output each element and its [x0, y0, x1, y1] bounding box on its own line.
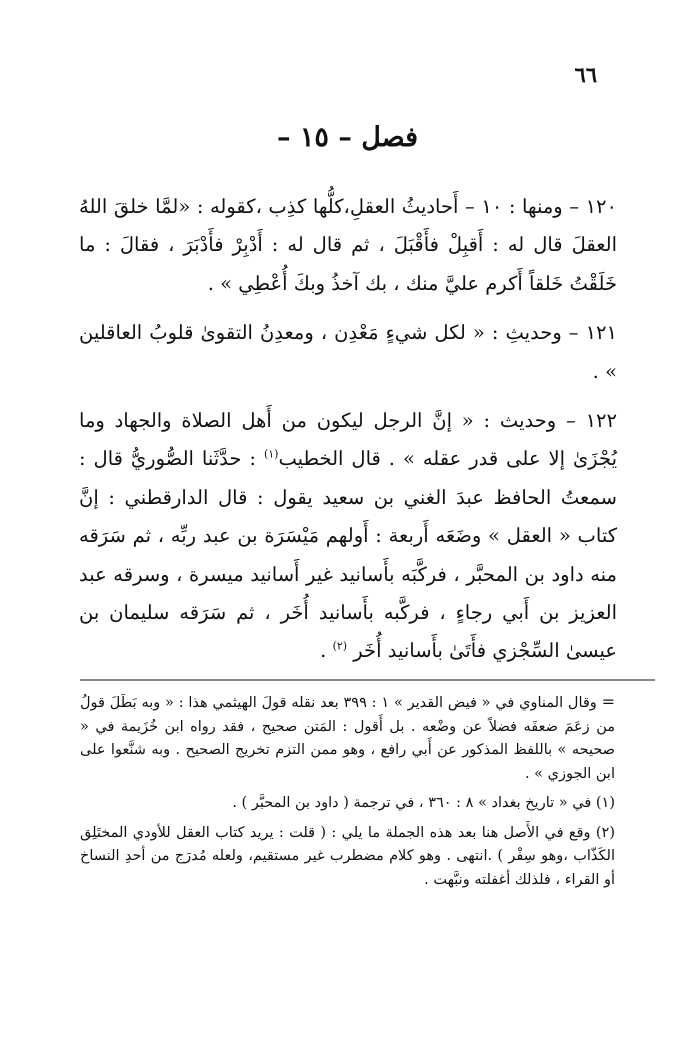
paragraph-122-text-b: : حدَّثَنا الصُّوريُّ قال : سمعتُ الحافظ عبدَ الغني بن سعيد يقول : قال الدارقطني : إنَّ كتاب « العقل » وضَعَه أَربعة : أَولهم مَيْسَرَة بن عبد ربِّه ، ثم سَرَقه منه داود بن المحبَّر ، فركَّبَه بأَسانيد غير أَسانيد ميسرة ، وسرقه عبد العزيز بن أَبي رجاءٍ ، فركَّبه بأَسانيد أُخَر ، ثم سَرَقه سليمان بن عيسىٰ السِّجْزي فأَتَىٰ بأَسانيد أُخَر: [79, 447, 617, 663]
footnote-continuation: [80, 690, 615, 786]
paragraph-122: [79, 402, 617, 671]
footnote-continuation-text: وقال المناوي في « فيض القدير » ١ : ٣٩٩ بعد نقله قولَ الهيثمي هذا : « وبه بَطَلَ قولُ من زعَمَ ضعفَه فضلاً عن وضْعه . بل أَقول : المَتن صحيح ، فقد رواه ابن خُزَيمة في « صحيحه » باللفظ المذكور عن أَبي رافع ، وهو ممن التزم تخريج الصحيح . وبه شنَّعوا على ابن الجوزي » .: [80, 695, 615, 782]
page-number: ٦٦: [574, 62, 597, 87]
paragraph-120: ١٢٠ – ومنها : ١٠ – أَحاديثُ العقلِ،كلُّها كذِب ،كقوله : «لمَّا خلقَ اللهُ العقلَ قال له : أَقبِلْ فأَقْبَلَ ، ثم قال له : أَدْبِرْ فأَدْبَرَ ، فقالَ : ما خَلَقْتُ خَلقاً أَكرم عليَّ منك ، بك آخذُ وبكَ أُعْطِي » .: [79, 195, 617, 295]
paragraph-122-text-a: ١٢٢ – وحديث : « إنَّ الرجل ليكون من أَهل الصلاة والجهاد وما يُجْزَىٰ إلا على قدر عقله » . قال الخطيب: [79, 409, 617, 471]
paragraph-121: ١٢١ – وحديثِ : « لكل شيءٍ مَعْدِن ، ومعدِنُ التقوىٰ قلوبُ العاقلين » .: [79, 321, 617, 383]
paragraph-122-end: .: [320, 639, 333, 663]
footnote-1: (١) في « تاريخ بغداد » ٨ : ٣٦٠ ، في ترجمة ( داود بن المحبَّر ) .: [232, 795, 615, 811]
footnotes: [80, 690, 615, 898]
footnote-2: (٢) وقع في الأَصل هنا بعد هذه الجملة ما يلي : ( قلت : يريد كتاب العقل للأودي المختَلِق الكَذّاب ،وهو سِفْر ) .انتهى . وهو كلام مضطرب غير مستقيم، ولعله مُدرَج من أحدِ النساخ أو القراء ، فلذلك أغفلته ونبَّهت .: [80, 824, 615, 888]
footnote-ref-1: (١): [263, 447, 279, 461]
section-title: فصل – ١٥ –: [277, 122, 418, 153]
footnote-divider: [0, 678, 695, 682]
continuation-mark: =: [601, 692, 616, 711]
footnote-ref-2: (٢): [332, 639, 348, 653]
main-text: [79, 188, 617, 682]
